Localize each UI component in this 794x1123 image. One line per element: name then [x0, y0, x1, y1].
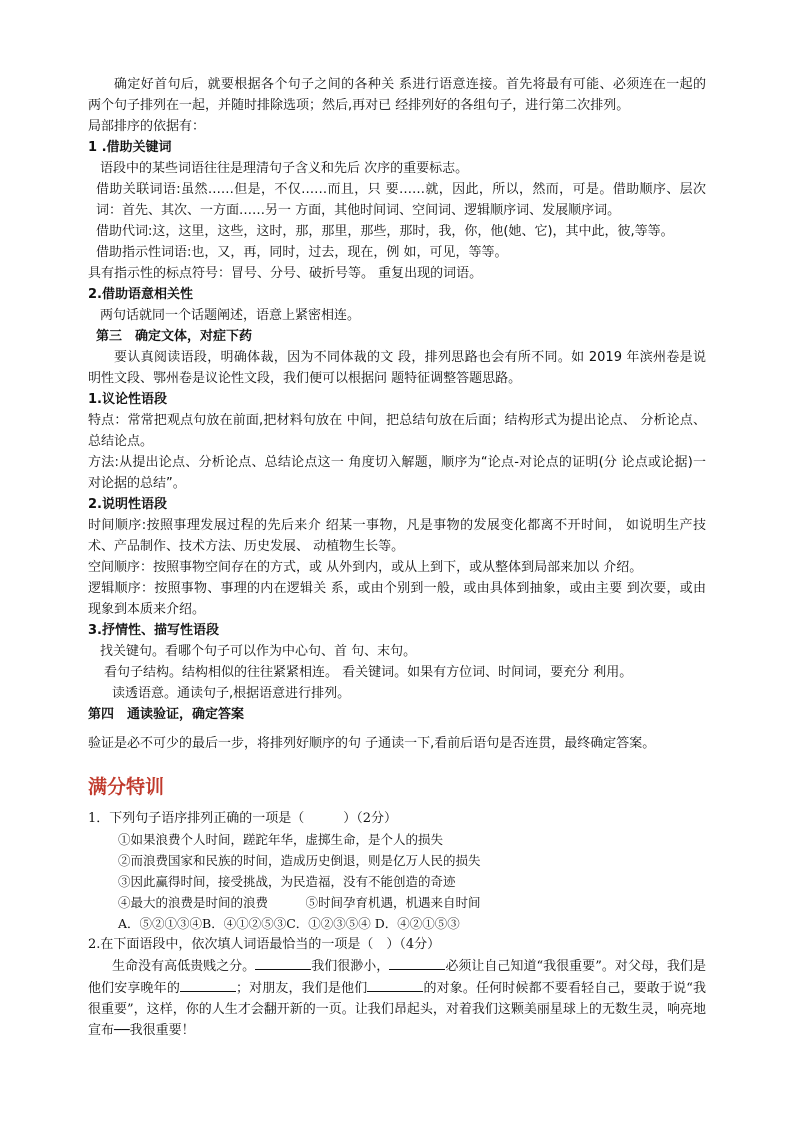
blank-3[interactable]: [180, 977, 236, 992]
argumentative-method: 方法:从提出论点、分析论点、总结论点这一 角度切入解题，顺序为“论点-对论点的证明(分 论点或论据)一对论据的总结”。: [88, 455, 706, 491]
expository-logic-order: 逻辑顺序：按照事物、事理的内在逻辑关 系，或由个别到一般，或由具体到抽象，或由主要 到次要，或由现象到本质来介绍。: [88, 581, 706, 617]
question-1-stem: 1．下列句子语序排列正确的一项是（ ）（2分）: [88, 811, 398, 826]
question-1: [88, 808, 706, 934]
question-2-stem: 2.在下面语段中，依次填人词语最恰当的一项是（ ）（4分）: [88, 937, 441, 952]
expository-title: 2.说明性语段: [88, 497, 167, 512]
intro-subheading: 局部排序的依据有：: [88, 119, 206, 134]
blank-4[interactable]: [367, 977, 423, 992]
keywords-line-5: 具有指示性的标点符号：冒号、分号、破折号等。 重复出现的词语。: [88, 266, 483, 281]
passage-part-2: 我们很渺小，: [311, 959, 390, 974]
semantic-line-1: 两句话就同一个话题阐述，语意上紧密相连。: [100, 308, 361, 323]
document-page: [88, 74, 706, 1041]
keywords-line-3: 借助代词:这，这里，这些，这时，那，那里，那些，那时，我，你，他(她、它)，其中此，彼,等等。: [96, 224, 674, 239]
keywords-line-4: 借助指示性词语:也，又，再，同时，过去，现在，例 如，可见，等等。: [96, 245, 508, 260]
part-three-text: 要认真阅读语段，明确体裁，因为不同体裁的文 段，排列思路也会有所不同。如 2019 年滨州卷是说 明性文段、鄂州卷是议论性文段，我们便可以根据问 题特征调整答题思路。: [88, 350, 706, 386]
lyrical-title: 3.抒情性、描写性语段: [88, 623, 219, 638]
argumentative-features: 特点：常常把观点句放在前面,把材料句放在 中间，把总结句放在后面；结构形式为提出论点、 分析论点、总结论点。: [88, 413, 706, 449]
passage-part-1: 生命没有高低贵贱之分。: [112, 959, 256, 974]
question-2-passage: [88, 955, 706, 1041]
keywords-line-2: 借助关联词语:虽然……但是，不仅……而且，只 要……就，因此，所以，然而，可是。借助顺序、层次词：首先、其次、一方面……另一 方面，其他时间词、空间词、逻辑顺序词、发展顺序词。: [96, 182, 706, 218]
passage-part-4: ；对朋友，我们是他们: [235, 981, 368, 996]
special-training-heading: 满分特训: [88, 776, 165, 798]
part-four-title: 第四 通读验证，确定答案: [88, 707, 245, 722]
lyrical-line-2: 看句子结构。结构相似的往往紧紧相连。 看关键词。如果有方位词、时间词，要充分 利用。: [104, 665, 633, 680]
question-1-sentence-1: ①如果浪费个人时间，蹉跎年华，虚掷生命，是个人的损失: [118, 832, 444, 847]
question-1-options: A．⑤②①③④B．④①②⑤③C．①②③⑤④ D．④②①⑤③: [118, 916, 460, 931]
lyrical-line-3: 读透语意。通读句子,根据语意进行排列。: [112, 686, 351, 701]
lyrical-line-1: 找关键句。看哪个句子可以作为中心句、首 句、末句。: [100, 644, 417, 659]
passage-part-5: 的对象。任何时候都不要看轻自己，要敢于说“我很重要”，这样，你的人生才会翻开新的一页。让我们昂起头，对着我们这颗美丽星球上的无数生灵，响亮地宣布──我很重要！: [88, 981, 706, 1038]
question-1-sentence-3: ③因此赢得时间，接受挑战，为民造福，没有不能创造的奇迹: [118, 874, 456, 889]
keywords-line-1: 语段中的某些词语往往是理清句子含义和先后 次序的重要标志。: [100, 161, 469, 176]
expository-time-order: 时间顺序:按照事理发展过程的先后来介 绍某一事物，凡是事物的发展变化都离不开时间， 如说明生产技术、产品制作、技术方法、历史发展、 动植物生长等。: [88, 518, 706, 554]
section-semantic-title: 2.借助语意相关性: [88, 287, 193, 302]
blank-2[interactable]: [389, 955, 445, 970]
part-four-text: 验证是必不可少的最后一步，将排列好顺序的句 子通读一下,看前后语句是否连贯，最终确定答案。: [88, 736, 656, 751]
section-keywords-title: 1 .借助关键词: [88, 140, 172, 155]
question-1-sentence-2: ②而浪费国家和民族的时间，造成历史倒退，则是亿万人民的损失: [118, 853, 481, 868]
question-1-sentence-4-5: ④最大的浪费是时间的浪费 ⑤时间孕育机遇，机遇来自时间: [118, 895, 481, 910]
passage-part-3: 必须让自己知道“我很重要”。对父母，我们是他们安享晚年的: [88, 959, 706, 996]
expository-space-order: 空间顺序：按照事物空间存在的方式，或 从外到内，或从上到下，或从整体到局部来加以 介绍。: [88, 560, 643, 575]
intro-paragraph: 确定好首句后，就要根据各个句子之间的各种关 系进行语意连接。首先将最有可能、必须连在一起的 两个句子排列在一起，并随时排除选项；然后,再对已 经排列好的各组句子，进行第二次排列。: [88, 77, 706, 113]
blank-1[interactable]: [255, 955, 311, 970]
part-three-title: 第三 确定文体，对症下药: [96, 329, 253, 344]
argumentative-title: 1.议论性语段: [88, 392, 167, 407]
question-2: [88, 934, 706, 1041]
